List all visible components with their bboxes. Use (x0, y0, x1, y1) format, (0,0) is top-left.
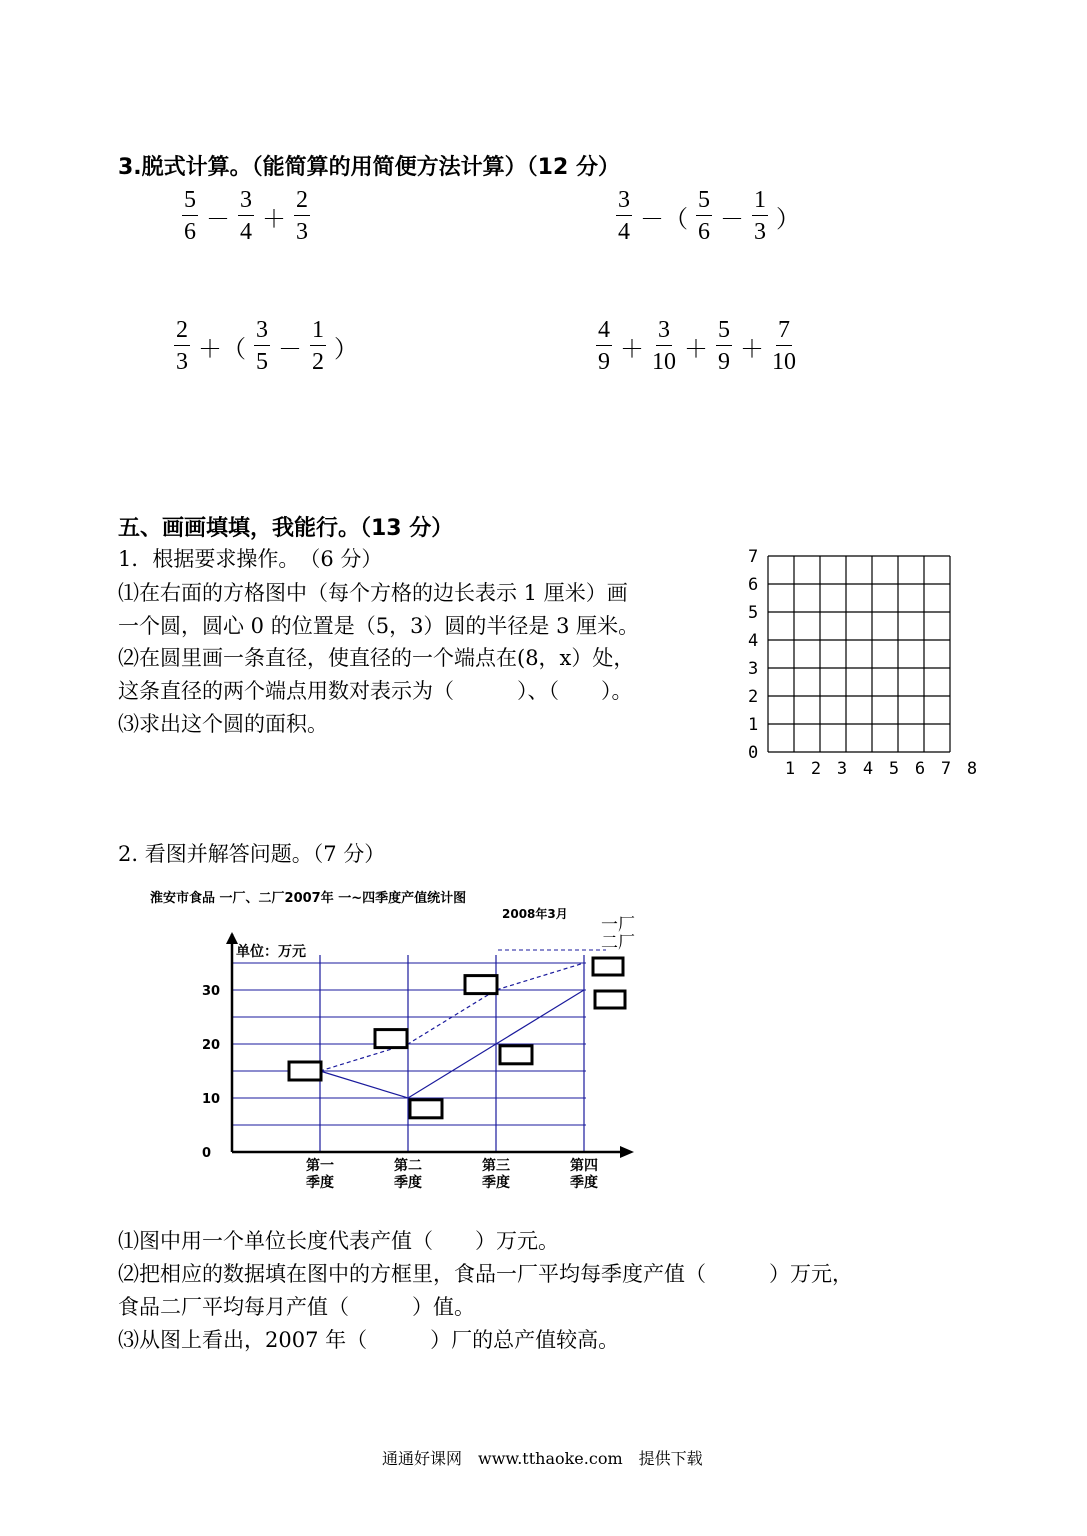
legend-label: 一厂 (601, 915, 635, 935)
section3-title: 3.脱式计算。（能简算的用简便方法计算）（12 分） (118, 155, 620, 180)
expr-2: $\frac{3}{4}$ －（ $\frac{5}{6}$ － $\frac{1}{3}$ ） (618, 187, 800, 245)
grid-x-label: 4 (862, 759, 874, 779)
grid-y-label: 3 (748, 659, 759, 679)
q1-text-2a: ⑵在圆里画一条直径，使直径的一个端点在(8，x）处， (118, 646, 635, 670)
chart-legend (498, 915, 635, 1008)
q2-answer-2b: 食品二厂平均每月产值（ ）值。 (118, 1295, 475, 1319)
chart-subtitle: 2008年3月 (502, 907, 568, 921)
grid-x-label: 1 (784, 759, 796, 779)
y-axis-arrow (226, 932, 238, 944)
fraction: $\frac{1}{3}$ (754, 187, 766, 245)
x-tick-label: 第三 (482, 1158, 510, 1174)
fraction: $\frac{3}{4}$ (240, 187, 252, 245)
legend-box (593, 958, 623, 975)
y-tick-label: 0 (202, 1146, 212, 1161)
footer-text: 通通好课网 www.tthaoke.com 提供下载 (382, 1449, 703, 1468)
grid-x-labels (785, 759, 977, 779)
grid-y-label: 5 (748, 603, 759, 623)
q1-text-1a: ⑴在右面的方格图中（每个方格的边长表示 1 厘米）画 (118, 581, 628, 605)
y-tick-labels (202, 984, 220, 1161)
x-tick-label: 季度 (394, 1175, 422, 1190)
grid-lines (768, 556, 950, 752)
x-tick-label: 第一 (306, 1158, 334, 1174)
fraction: $\frac{4}{9}$ (598, 317, 610, 375)
x-tick-labels (306, 1157, 598, 1190)
fraction: $\frac{3}{5}$ (256, 317, 268, 375)
fraction: $\frac{2}{3}$ (296, 187, 308, 245)
grid-y-label: 4 (748, 631, 759, 651)
x-tick-label: 季度 (306, 1175, 334, 1190)
fraction: $\frac{3}{10}$ (652, 317, 676, 375)
grid-x-label: 3 (836, 759, 848, 779)
answer-box (465, 976, 497, 994)
fraction: $\frac{1}{2}$ (312, 317, 324, 375)
expr-3: $\frac{2}{3}$ ＋（ $\frac{3}{5}$ － $\frac{1}{2}$ ） (176, 317, 358, 375)
grid-x-label: 8 (966, 759, 978, 779)
grid-y-label: 0 (748, 743, 759, 763)
fraction: $\frac{5}{9}$ (718, 317, 730, 375)
answer-box (410, 1100, 442, 1118)
expr-4: $\frac{4}{9}$ ＋ $\frac{3}{10}$ ＋ $\frac{5}{9}$ ＋ $\frac{7}{10}$ (598, 317, 796, 375)
q1-text-3: ⑶求出这个圆的面积。 (118, 712, 328, 736)
q1-text-1b: 一个圆，圆心 0 的位置是（5，3）圆的半径是 3 厘米。 (118, 614, 640, 638)
fraction: $\frac{5}{6}$ (698, 187, 710, 245)
chart-title: 淮安市食品 一厂、二厂2007年 一~四季度产值统计图 (150, 891, 467, 906)
answer-box (375, 1030, 407, 1048)
grid-y-labels (748, 548, 758, 763)
grid-x-label: 6 (914, 759, 926, 779)
grid-y-label: 7 (748, 548, 759, 567)
production-line-chart (140, 880, 660, 1190)
section5-title: 五、画画填填，我能行。（13 分） (118, 516, 454, 541)
legend-label: 二厂 (601, 933, 635, 953)
q2-answer-2a: ⑵把相应的数据填在图中的方框里，食品一厂平均每季度产值（ ）万元， (118, 1262, 853, 1286)
expr-1: $\frac{5}{6}$ － $\frac{3}{4}$ ＋ $\frac{2}{3}$ (184, 187, 308, 245)
y-tick-label: 30 (202, 984, 221, 999)
x-axis-arrow (620, 1146, 634, 1158)
q1-text-2b: 这条直径的两个端点用数对表示为（ ）、（ ）。 (118, 679, 633, 703)
q2-answer-3: ⑶从图上看出，2007 年（ ）厂的总产值较高。 (118, 1328, 620, 1352)
y-tick-label: 10 (202, 1092, 221, 1107)
x-tick-label: 季度 (482, 1175, 510, 1190)
grid-x-label: 7 (940, 759, 952, 779)
fraction: $\frac{2}{3}$ (176, 317, 188, 375)
x-tick-label: 第二 (394, 1158, 422, 1174)
fraction: $\frac{3}{4}$ (618, 187, 630, 245)
legend-box (595, 991, 625, 1008)
x-tick-label: 季度 (570, 1175, 598, 1190)
answer-box (289, 1062, 321, 1080)
grid-y-label: 1 (748, 715, 759, 735)
unit-label: 单位：万元 (236, 944, 306, 960)
fraction: $\frac{7}{10}$ (772, 317, 796, 375)
q1-title: 1．根据要求操作。 （6 分） (118, 547, 383, 571)
y-tick-label: 20 (202, 1038, 221, 1053)
grid-y-label: 6 (748, 575, 759, 595)
x-tick-label: 第四 (570, 1158, 598, 1174)
grid-y-label: 2 (748, 687, 759, 707)
q2-title: 2. 看图并解答问题。（7 分） (118, 842, 386, 866)
grid-x-label: 5 (888, 759, 900, 779)
chart-series (320, 963, 584, 1098)
grid-x-label: 2 (810, 759, 822, 779)
answer-box (500, 1046, 532, 1064)
coordinate-grid[interactable] (740, 548, 990, 783)
fraction: $\frac{5}{6}$ (184, 187, 196, 245)
q2-answer-1: ⑴图中用一个单位长度代表产值（ ）万元。 (118, 1229, 559, 1253)
